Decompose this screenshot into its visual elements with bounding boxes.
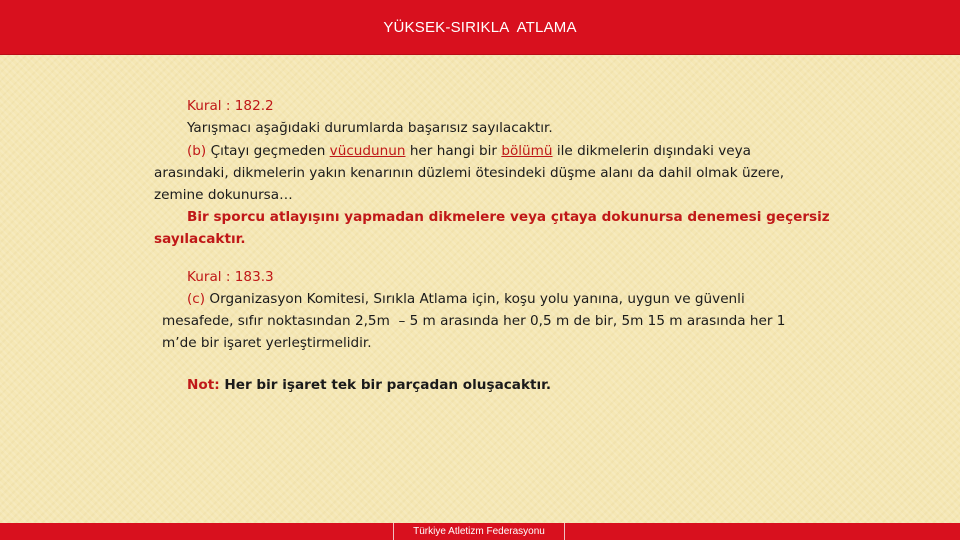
rule-183-line2: mesafede, sıfır noktasından 2,5m – 5 m arasında her 0,5 m de bir, 5m 15 m arasında her 1: [162, 313, 786, 329]
rule-183-line3: m’de bir işaret yerleştirmelidir.: [162, 335, 372, 351]
note-text: Her bir işaret tek bir parçadan oluşacaktır.: [219, 377, 552, 393]
slide-title: YÜKSEK-SIRIKLA ATLAMA: [383, 18, 577, 36]
rule-182-line1-b: her hangi bir: [405, 143, 502, 159]
rule-182-highlight-vucudunun: vücudunun: [329, 143, 406, 159]
rule-182-note-line1: Bir sporcu atlayışını yapmadan dikmelere veya çıtaya dokunursa denemesi geçersiz: [187, 209, 830, 225]
footer-text: Türkiye Atletizm Federasyonu: [413, 526, 545, 537]
rule-182-line2: arasındaki, dikmelerin yakın kenarının düzlemi ötesindeki düşme alanı da dahil olmak üzere,: [154, 165, 785, 181]
rule-182-heading: Kural : 182.2: [187, 98, 274, 114]
rule-182-note-line2: sayılacaktır.: [154, 231, 246, 247]
footer-box: [393, 523, 565, 540]
rule-183-item-c: [187, 289, 745, 309]
rule-182-line1-a: Çıtayı geçmeden: [206, 143, 330, 159]
note-label: Not:: [187, 377, 220, 393]
rule-183-line1: Organizasyon Komitesi, Sırıkla Atlama için, koşu yolu yanına, uygun ve güvenli: [205, 291, 745, 307]
rule-183-item-label: (c): [187, 291, 206, 307]
rule-182-line1-c: ile dikmelerin dışındaki veya: [552, 143, 752, 159]
rule-182-highlight-bolumu: bölümü: [501, 143, 553, 159]
rule-182-intro: Yarışmacı aşağıdaki durumlarda başarısız sayılacaktır.: [187, 120, 553, 136]
rule-182-line3: zemine dokunursa…: [154, 187, 293, 203]
rule-182-item-b: [187, 141, 751, 161]
note-line: [187, 375, 551, 395]
rule-183-heading: Kural : 183.3: [187, 269, 274, 285]
rule-182-item-label: (b): [187, 143, 207, 159]
